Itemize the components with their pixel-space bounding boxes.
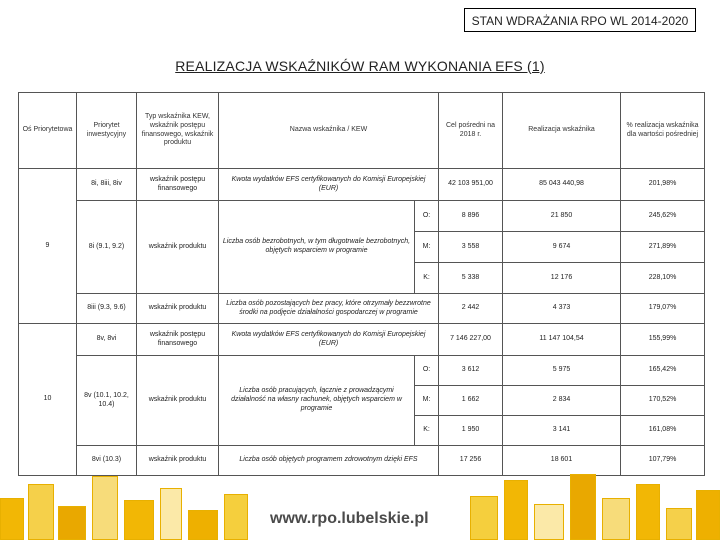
pi-cell: 8iii (9.3, 9.6): [77, 294, 137, 324]
decor-bar: [504, 480, 528, 540]
pi-cell: 8vi (10.3): [77, 446, 137, 476]
decor-bar: [92, 476, 118, 540]
gender-cell: O:: [415, 201, 439, 232]
realizacja-cell: 21 850: [503, 201, 621, 232]
realizacja-cell: 3 141: [503, 416, 621, 446]
table-row: [19, 294, 705, 324]
pi-cell: 8i (9.1, 9.2): [77, 201, 137, 294]
decor-bar: [28, 484, 54, 540]
cel-cell: 5 338: [439, 263, 503, 294]
cel-cell: 1 662: [439, 386, 503, 416]
proc-cell: 161,08%: [621, 416, 705, 446]
gender-cell: M:: [415, 232, 439, 263]
proc-cell: 165,42%: [621, 356, 705, 386]
header-nazwa: Nazwa wskaźnika / KEW: [219, 93, 439, 169]
decor-bar: [570, 474, 596, 540]
website-url[interactable]: www.rpo.lubelskie.pl: [270, 510, 429, 527]
header-typ: Typ wskaźnika KEW, wskaźnik postępu finansowego, wskaźnik produktu: [137, 93, 219, 169]
cel-cell: 42 103 951,00: [439, 169, 503, 201]
realizacja-cell: 9 674: [503, 232, 621, 263]
decor-bar: [188, 510, 218, 540]
gender-cell: O:: [415, 356, 439, 386]
decor-bar: [124, 500, 154, 540]
header-pi: Priorytet inwestycyjny: [77, 93, 137, 169]
proc-cell: 228,10%: [621, 263, 705, 294]
header-row: [19, 93, 705, 169]
nazwa-cell: Liczba osób pracujących, łącznie z prowadzącymi działalność na własny rachunek, objętych wsparciem w programie: [219, 356, 415, 446]
nazwa-cell: Kwota wydatków EFS certyfikowanych do Komisji Europejskiej (EUR): [219, 324, 439, 356]
decor-bar: [160, 488, 182, 540]
table-row: [19, 324, 705, 356]
header-proc: % realizacja wskaźnika dla wartości pośredniej: [621, 93, 705, 169]
cel-cell: 3 612: [439, 356, 503, 386]
nazwa-cell: Liczba osób objętych programem zdrowotnym dzięki EFS: [219, 446, 439, 476]
header-cel: Cel pośredni na 2018 r.: [439, 93, 503, 169]
axis-cell: 10: [19, 324, 77, 476]
typ-cell: wskaźnik produktu: [137, 294, 219, 324]
proc-cell: 179,07%: [621, 294, 705, 324]
realizacja-cell: 4 373: [503, 294, 621, 324]
typ-cell: wskaźnik produktu: [137, 446, 219, 476]
proc-cell: 201,98%: [621, 169, 705, 201]
decor-bar: [696, 490, 720, 540]
decor-bar: [58, 506, 86, 540]
realizacja-cell: 12 176: [503, 263, 621, 294]
cel-cell: 8 896: [439, 201, 503, 232]
proc-cell: 155,99%: [621, 324, 705, 356]
pi-cell: 8i, 8iii, 8iv: [77, 169, 137, 201]
table-row: [19, 356, 705, 386]
cel-cell: 7 146 227,00: [439, 324, 503, 356]
pi-cell: 8v, 8vi: [77, 324, 137, 356]
realizacja-cell: 5 975: [503, 356, 621, 386]
page-title: REALIZACJA WSKAŹNIKÓW RAM WYKONANIA EFS (1): [175, 58, 545, 74]
gender-cell: K:: [415, 263, 439, 294]
cel-cell: 1 950: [439, 416, 503, 446]
header-realizacja: Realizacja wskaźnika: [503, 93, 621, 169]
decor-bar: [470, 496, 498, 540]
pi-cell: 8v (10.1, 10.2, 10.4): [77, 356, 137, 446]
gender-cell: K:: [415, 416, 439, 446]
typ-cell: wskaźnik postępu finansowego: [137, 169, 219, 201]
table-row: [19, 201, 705, 232]
gender-cell: M:: [415, 386, 439, 416]
typ-cell: wskaźnik produktu: [137, 201, 219, 294]
indicators-table: [18, 92, 705, 476]
nazwa-cell: Kwota wydatków EFS certyfikowanych do Komisji Europejskiej (EUR): [219, 169, 439, 201]
status-box: STAN WDRAŻANIA RPO WL 2014-2020: [464, 8, 696, 32]
cel-cell: 17 256: [439, 446, 503, 476]
footer-decoration: [0, 470, 720, 540]
decor-bar: [0, 498, 24, 540]
decor-bar: [666, 508, 692, 540]
typ-cell: wskaźnik postępu finansowego: [137, 324, 219, 356]
decor-bar: [224, 494, 248, 540]
proc-cell: 245,62%: [621, 201, 705, 232]
typ-cell: wskaźnik produktu: [137, 356, 219, 446]
proc-cell: 271,89%: [621, 232, 705, 263]
realizacja-cell: 85 043 440,98: [503, 169, 621, 201]
cel-cell: 2 442: [439, 294, 503, 324]
table-row: [19, 169, 705, 201]
axis-cell: 9: [19, 169, 77, 324]
proc-cell: 107,79%: [621, 446, 705, 476]
header-os: Oś Priorytetowa: [19, 93, 77, 169]
decor-bar: [602, 498, 630, 540]
realizacja-cell: 18 601: [503, 446, 621, 476]
decor-bar: [636, 484, 660, 540]
nazwa-cell: Liczba osób bezrobotnych, w tym długotrwale bezrobotnych, objętych wsparciem w programie: [219, 201, 415, 294]
decor-bar: [534, 504, 564, 540]
realizacja-cell: 11 147 104,54: [503, 324, 621, 356]
realizacja-cell: 2 834: [503, 386, 621, 416]
proc-cell: 170,52%: [621, 386, 705, 416]
cel-cell: 3 558: [439, 232, 503, 263]
nazwa-cell: Liczba osób pozostających bez pracy, które otrzymały bezzwrotne środki na podjęcie działalności gospodarczej w programie: [219, 294, 439, 324]
